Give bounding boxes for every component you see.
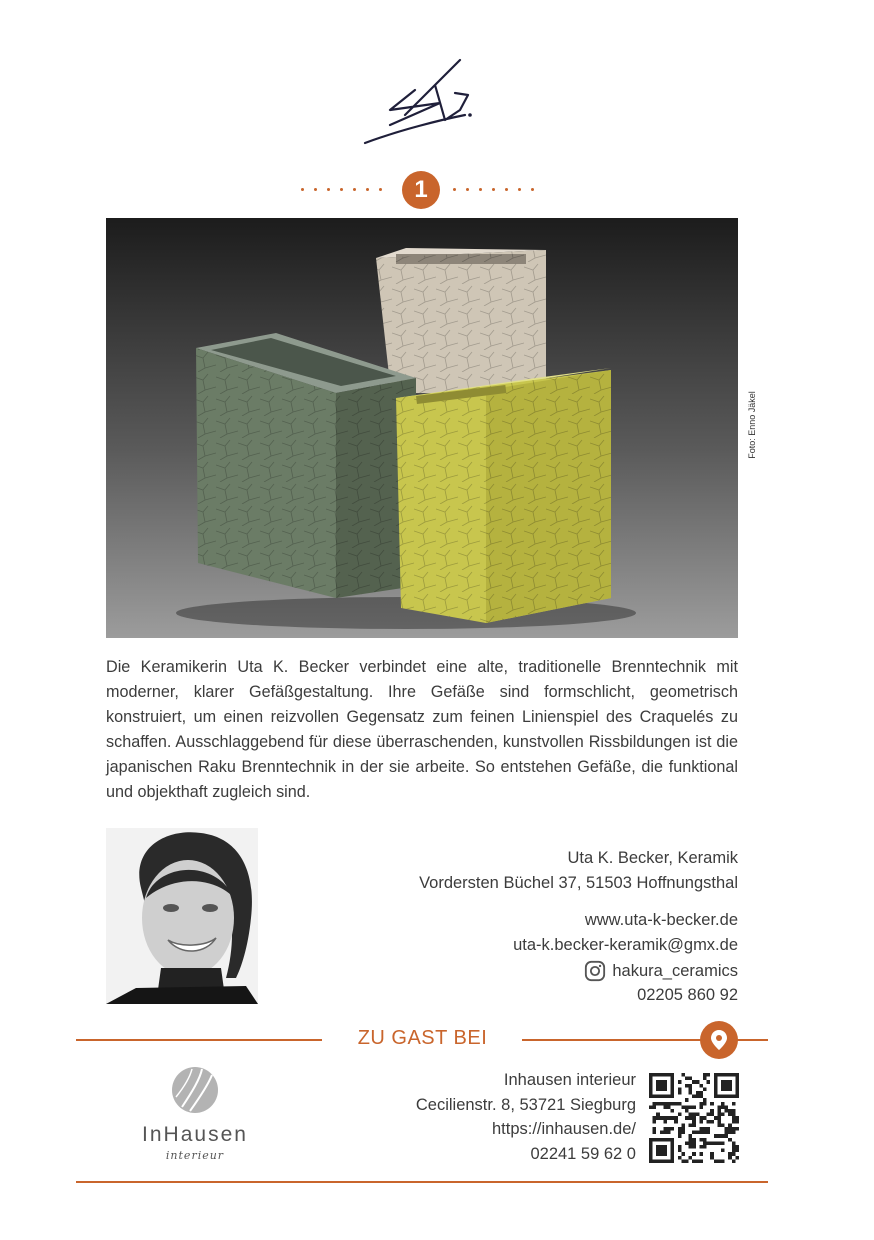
inhausen-logo	[120, 1065, 270, 1165]
guest-url-link[interactable]: https://inhausen.de/	[491, 1120, 636, 1138]
number-badge	[402, 171, 440, 209]
logo-subtitle: interieur	[165, 1149, 225, 1162]
artist-name: Uta K. Becker, Keramik	[567, 849, 738, 867]
guest-phone: 02241 59 62 0	[530, 1145, 636, 1163]
qr-code[interactable]	[649, 1073, 739, 1163]
instagram-icon	[584, 960, 606, 982]
bottom-divider	[76, 1181, 768, 1183]
guest-name: Inhausen interieur	[503, 1071, 636, 1089]
artist-website-link[interactable]: www.uta-k-becker.de	[584, 911, 738, 929]
map-pin-icon	[700, 1021, 738, 1059]
logo-mark	[172, 1067, 218, 1113]
instagram-handle: hakura_ceramics	[612, 961, 738, 980]
artist-portrait	[106, 828, 258, 1004]
artist-address: Vordersten Büchel 37, 51503 Hoffnungsthal	[419, 874, 738, 892]
dotted-divider-right	[448, 180, 539, 198]
description-text: Die Keramikerin Uta K. Becker verbindet eine alte, traditionelle Brenntechnik mit moderner, klarer Gefäßgestaltung. Ihre Gefäße sind formschlicht, geometrisch konstruiert, um einen reizvollen Gegensatz zum feinen Linienspiel des Craquelés zu schaffen. Ausschlaggebend für diese überraschenden, kunstvollen Rissbildungen ist die japanischen Raku Brenntechnik in der sie arbeite. So entstehen Gefäße, die funktional und objekthaft zugleich sind.	[106, 658, 738, 801]
artist-phone: 02205 860 92	[637, 986, 738, 1004]
instagram-row[interactable]	[584, 960, 738, 982]
artist-email-link[interactable]: uta-k.becker-keramik@gmx.de	[513, 936, 738, 954]
logo-name: InHausen	[142, 1123, 248, 1146]
photo-credit-text: Foto: Enno Jäkel	[747, 391, 757, 459]
dotted-divider-left	[296, 180, 387, 198]
photo-credit	[740, 360, 764, 500]
guest-divider-left	[76, 1039, 322, 1041]
guest-title: ZU GAST BEI	[357, 1027, 488, 1049]
signature-logo	[360, 55, 480, 150]
number-badge-label: 1	[414, 176, 428, 203]
guest-address: Cecilienstr. 8, 53721 Siegburg	[415, 1096, 636, 1114]
ceramics-photo	[106, 218, 738, 638]
